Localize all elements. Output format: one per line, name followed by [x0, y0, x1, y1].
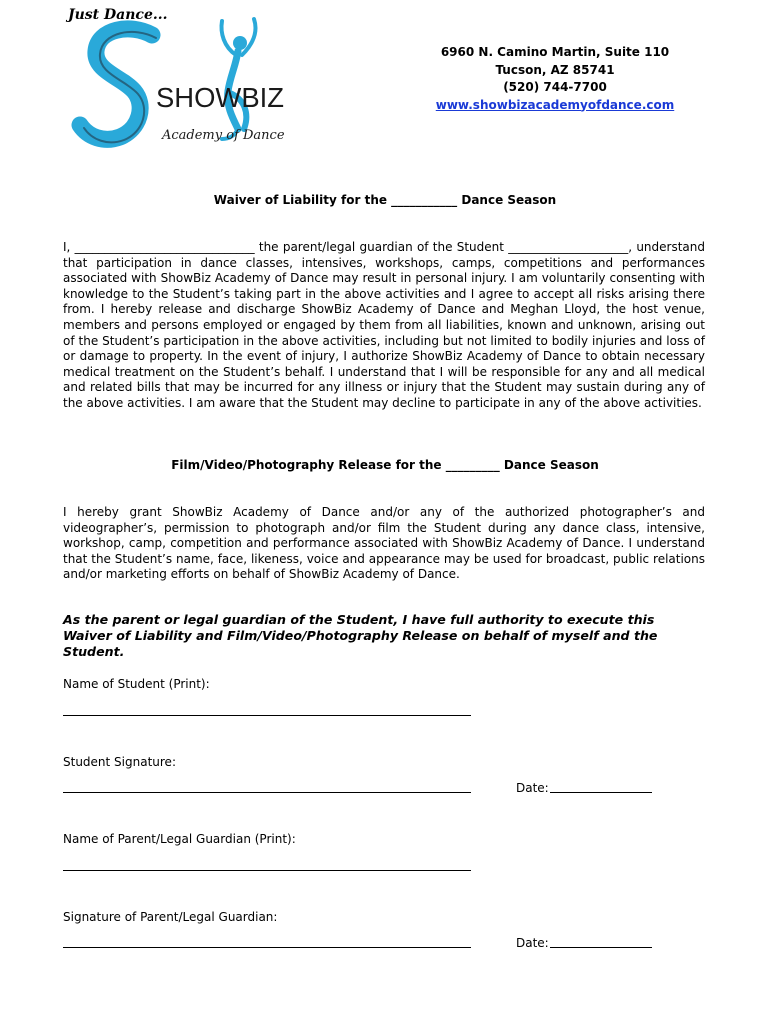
student-name-line[interactable]: [63, 715, 471, 716]
logo-brand: SHOWBIZ: [156, 82, 284, 113]
showbiz-logo: [60, 3, 300, 151]
address-phone: (520) 744-7700: [503, 80, 607, 94]
website-link[interactable]: www.showbizacademyofdance.com: [435, 97, 675, 112]
logo-subtitle: Academy of Dance: [162, 128, 285, 143]
logo-tagline: Just Dance...: [68, 7, 168, 23]
parent-name-line[interactable]: [63, 870, 471, 871]
student-signature-label: Student Signature:: [63, 755, 176, 769]
student-name-label: Name of Student (Print):: [63, 677, 210, 691]
parent-signature-line[interactable]: [63, 947, 471, 948]
student-signature-line[interactable]: [63, 792, 471, 793]
waiver-title: Waiver of Liability for the ___________ Dance Season: [213, 193, 557, 207]
address-street: 6960 N. Camino Martin, Suite 110: [440, 45, 670, 59]
parent-signature-label: Signature of Parent/Legal Guardian:: [63, 910, 278, 924]
parent-date-label: Date:: [516, 936, 549, 950]
release-body: I hereby grant ShowBiz Academy of Dance and/or any of the authorized photographer’s and videographer’s, permission to photograph and/or film the Student during any dance class, intensive, workshop, camp, competition and performance associated with ShowBiz Academy of Dance. I understand that the Student’s name, face, likeness, voice and appearance may be used for broadcast, public relations and/or marketing efforts on behalf of ShowBiz Academy of Dance.: [63, 505, 705, 582]
student-date-line[interactable]: [550, 792, 652, 793]
release-title: Film/Video/Photography Release for the _________ Dance Season: [171, 458, 599, 472]
student-date-label: Date:: [516, 781, 549, 795]
waiver-body: I, ______________________________ the parent/legal guardian of the Student ____________________, understand that participation in dance classes, intensives, workshops, camps, competitions and performances associated with ShowBiz Academy of Dance may result in personal injury. I am voluntarily consenting with knowledge to the Student’s taking part in the above activities and I agree to accept all risks arising there from. I hereby release and discharge ShowBiz Academy of Dance and Meghan Lloyd, the host venue, members and persons employed or engaged by them from all liabilities, known and unknown, arising out of the Student’s participation in the above activities, including but not limited to bodily injuries and loss of or damage to property. In the event of injury, I authorize ShowBiz Academy of Dance to obtain necessary medical treatment on the Student’s behalf. I understand that I will be responsible for any and all medical and related bills that may be incurred for any illness or injury that the Student may sustain during any of the above activities. I am aware that the Student may decline to participate in any of the above activities.: [63, 240, 705, 410]
address-city: Tucson, AZ 85741: [495, 62, 615, 77]
address-block: [400, 44, 710, 114]
parent-name-label: Name of Parent/Legal Guardian (Print):: [63, 832, 296, 846]
affirmation-text: As the parent or legal guardian of the Student, I have full authority to execute this Waiver of Liability and Film/Video/Photography Release on behalf of myself and the Student.: [63, 612, 658, 659]
dancer-figure-icon: [222, 19, 256, 139]
parent-date-line[interactable]: [550, 947, 652, 948]
